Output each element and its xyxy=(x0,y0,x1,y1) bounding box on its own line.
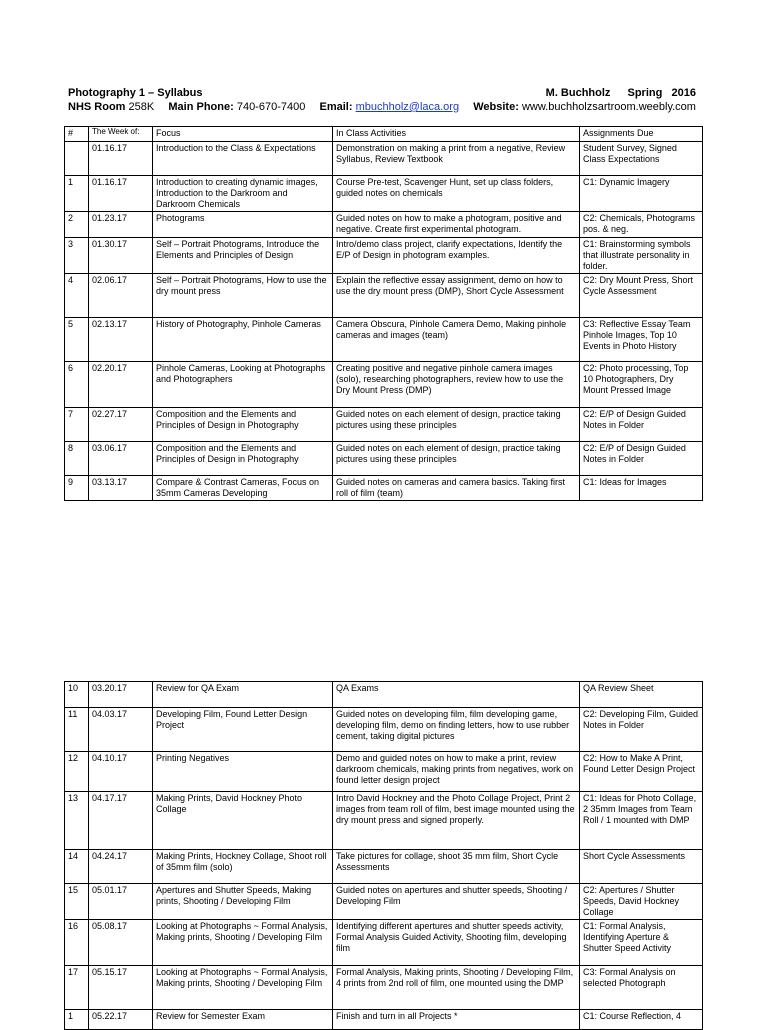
row-focus: Pinhole Cameras, Looking at Photographs and Photographers xyxy=(153,362,333,408)
row-focus: Developing Film, Found Letter Design Project xyxy=(153,708,333,752)
row-week: 04.17.17 xyxy=(89,792,153,850)
row-activities: Explain the reflective essay assignment, demo on how to use the dry mount press (DMP), Short Cycle Assessment xyxy=(333,274,580,318)
table-row xyxy=(65,212,703,238)
syllabus-table-2-body xyxy=(65,682,703,1030)
row-focus: Composition and the Elements and Principles of Design in Photography xyxy=(153,408,333,442)
row-focus: Looking at Photographs ~ Formal Analysis, Making prints, Shooting / Developing Film xyxy=(153,920,333,966)
table-row xyxy=(65,442,703,476)
row-week: 03.20.17 xyxy=(89,682,153,708)
row-assignments: C1: Course Reflection, 4 xyxy=(580,1010,703,1030)
row-number: 16 xyxy=(65,920,89,966)
syllabus-table-1 xyxy=(64,126,703,501)
row-activities: Guided notes on how to make a photogram, positive and negative. Create first experimental photogram. xyxy=(333,212,580,238)
row-number: 7 xyxy=(65,408,89,442)
row-focus: Making Prints, David Hockney Photo Collage xyxy=(153,792,333,850)
row-focus: Introduction to the Class & Expectations xyxy=(153,142,333,176)
col-header-focus: Focus xyxy=(153,127,333,142)
term: Spring xyxy=(627,87,663,99)
row-number: 4 xyxy=(65,274,89,318)
row-assignments: C2: Dry Mount Press, Short Cycle Assessment xyxy=(580,274,703,318)
row-assignments: C3: Reflective Essay Team Pinhole Images, Top 10 Events in Photo History xyxy=(580,318,703,362)
col-header-num: # xyxy=(65,127,89,142)
row-week: 05.15.17 xyxy=(89,966,153,1010)
row-number: 9 xyxy=(65,476,89,501)
row-number: 17 xyxy=(65,966,89,1010)
row-assignments: C1: Dynamic Imagery xyxy=(580,176,703,212)
row-assignments: C2: Photo processing, Top 10 Photographers, Dry Mount Pressed Image xyxy=(580,362,703,408)
row-assignments: QA Review Sheet xyxy=(580,682,703,708)
header-title-row xyxy=(68,86,696,100)
row-focus: Introduction to creating dynamic images, Introduction to the Darkroom and Darkroom Chemicals xyxy=(153,176,333,212)
row-activities: Guided notes on apertures and shutter speeds, Shooting / Developing Film xyxy=(333,884,580,920)
row-activities: Camera Obscura, Pinhole Camera Demo, Making pinhole cameras and images (team) xyxy=(333,318,580,362)
row-week: 02.20.17 xyxy=(89,362,153,408)
row-assignments: C1: Ideas for Photo Collage, 2 35mm Images from Team Roll / 1 mounted with DMP xyxy=(580,792,703,850)
row-activities: Formal Analysis, Making prints, Shooting / Developing Film, 4 prints from 2nd roll of film, one mounted using the DMP xyxy=(333,966,580,1010)
row-activities: Finish and turn in all Projects * xyxy=(333,1010,580,1030)
row-assignments: C2: E/P of Design Guided Notes in Folder xyxy=(580,408,703,442)
table-row xyxy=(65,318,703,362)
row-week: 03.13.17 xyxy=(89,476,153,501)
row-activities: QA Exams xyxy=(333,682,580,708)
row-assignments: C2: How to Make A Print, Found Letter Design Project xyxy=(580,752,703,792)
row-focus: Making Prints, Hockney Collage, Shoot roll of 35mm film (solo) xyxy=(153,850,333,884)
row-week: 01.16.17 xyxy=(89,176,153,212)
row-focus: Compare & Contrast Cameras, Focus on 35mm Cameras Developing xyxy=(153,476,333,501)
row-number: 1 xyxy=(65,1010,89,1030)
row-activities: Demo and guided notes on how to make a print, review darkroom chemicals, making prints from negatives, work on found letter design project xyxy=(333,752,580,792)
row-assignments: Student Survey, Signed Class Expectations xyxy=(580,142,703,176)
syllabus-table-1-body xyxy=(65,127,703,501)
table-row xyxy=(65,142,703,176)
year: 2016 xyxy=(671,87,696,99)
row-week: 01.23.17 xyxy=(89,212,153,238)
row-focus: Self – Portrait Photograms, Introduce the Elements and Principles of Design xyxy=(153,238,333,274)
row-focus: Self – Portrait Photograms, How to use the dry mount press xyxy=(153,274,333,318)
row-activities: Identifying different apertures and shutter speeds activity, Formal Analysis Guided Activity, Shooting film, developing film xyxy=(333,920,580,966)
row-week: 02.13.17 xyxy=(89,318,153,362)
row-week: 03.06.17 xyxy=(89,442,153,476)
row-week: 01.16.17 xyxy=(89,142,153,176)
row-week: 05.08.17 xyxy=(89,920,153,966)
table-row xyxy=(65,1010,703,1030)
row-week: 04.03.17 xyxy=(89,708,153,752)
row-activities: Guided notes on each element of design, practice taking pictures using these principles xyxy=(333,408,580,442)
row-assignments: C2: Chemicals, Photograms pos. & neg. xyxy=(580,212,703,238)
row-number: 5 xyxy=(65,318,89,362)
row-number: 14 xyxy=(65,850,89,884)
phone-label: Main Phone: xyxy=(168,101,234,113)
row-week: 02.06.17 xyxy=(89,274,153,318)
row-activities: Intro/demo class project, clarify expectations, Identify the E/P of Design in photogram examples. xyxy=(333,238,580,274)
table-row xyxy=(65,408,703,442)
room-value: 258K xyxy=(128,101,155,113)
row-activities: Take pictures for collage, shoot 35 mm film, Short Cycle Assessments xyxy=(333,850,580,884)
row-week: 01.30.17 xyxy=(89,238,153,274)
row-number: 12 xyxy=(65,752,89,792)
row-activities: Guided notes on each element of design, practice taking pictures using these principles xyxy=(333,442,580,476)
syllabus-table-2 xyxy=(64,681,703,1030)
table-row xyxy=(65,176,703,212)
row-activities: Guided notes on cameras and camera basics. Taking first roll of film (team) xyxy=(333,476,580,501)
table-row xyxy=(65,850,703,884)
col-header-assignments: Assignments Due xyxy=(580,127,703,142)
syllabus-title: Photography 1 – Syllabus xyxy=(68,87,203,99)
email-label: Email: xyxy=(319,101,353,113)
row-week: 05.01.17 xyxy=(89,884,153,920)
teacher-name: M. Buchholz xyxy=(545,87,611,99)
row-activities: Guided notes on developing film, film developing game, developing film, demo on finding letters, how to use rubber cement, taking digital pictures xyxy=(333,708,580,752)
row-number: 13 xyxy=(65,792,89,850)
row-activities: Course Pre-test, Scavenger Hunt, set up class folders, guided notes on chemicals xyxy=(333,176,580,212)
row-activities: Intro David Hockney and the Photo Collage Project, Print 2 images from team roll of film, best image mounted using the dry mount press and signed properly. xyxy=(333,792,580,850)
row-activities: Creating positive and negative pinhole camera images (solo), researching photographers, review how to use the Dry Mount Press (DMP) xyxy=(333,362,580,408)
row-number: 6 xyxy=(65,362,89,408)
row-focus: Apertures and Shutter Speeds, Making prints, Shooting / Developing Film xyxy=(153,884,333,920)
row-activities: Demonstration on making a print from a negative, Review Syllabus, Review Textbook xyxy=(333,142,580,176)
header-contact-row xyxy=(68,100,696,114)
row-assignments: C1: Brainstorming symbols that illustrate personality in folder. xyxy=(580,238,703,274)
table-header-row xyxy=(65,127,703,142)
row-assignments: C2: Apertures / Shutter Speeds, David Hockney Collage xyxy=(580,884,703,920)
room-label: NHS Room xyxy=(68,101,126,113)
table-row xyxy=(65,966,703,1010)
row-week: 04.10.17 xyxy=(89,752,153,792)
row-focus: Looking at Photographs ~ Formal Analysis, Making prints, Shooting / Developing Film xyxy=(153,966,333,1010)
row-week: 05.22.17 xyxy=(89,1010,153,1030)
email-link[interactable]: mbuchholz@laca.org xyxy=(355,101,460,113)
row-assignments: C1: Formal Analysis, Identifying Aperture & Shutter Speed Activity xyxy=(580,920,703,966)
website-value: www.buchholzsartroom.weebly.com xyxy=(521,101,696,113)
row-assignments: C3: Formal Analysis on selected Photograph xyxy=(580,966,703,1010)
row-assignments: C2: Developing Film, Guided Notes in Folder xyxy=(580,708,703,752)
row-focus: History of Photography, Pinhole Cameras xyxy=(153,318,333,362)
table-row xyxy=(65,682,703,708)
row-focus: Review for Semester Exam xyxy=(153,1010,333,1030)
row-number: 2 xyxy=(65,212,89,238)
table-row xyxy=(65,792,703,850)
row-focus: Review for QA Exam xyxy=(153,682,333,708)
row-number: 10 xyxy=(65,682,89,708)
table-row xyxy=(65,274,703,318)
table-row xyxy=(65,884,703,920)
row-number: 1 xyxy=(65,176,89,212)
table-row xyxy=(65,476,703,501)
row-assignments: Short Cycle Assessments xyxy=(580,850,703,884)
syllabus-header xyxy=(68,86,696,114)
row-focus: Photograms xyxy=(153,212,333,238)
row-focus: Printing Negatives xyxy=(153,752,333,792)
row-number xyxy=(65,142,89,176)
row-assignments: C2: E/P of Design Guided Notes in Folder xyxy=(580,442,703,476)
table-row xyxy=(65,362,703,408)
row-number: 15 xyxy=(65,884,89,920)
row-week: 04.24.17 xyxy=(89,850,153,884)
table-row xyxy=(65,752,703,792)
row-number: 3 xyxy=(65,238,89,274)
row-number: 11 xyxy=(65,708,89,752)
phone-value: 740-670-7400 xyxy=(236,101,306,113)
table-row xyxy=(65,708,703,752)
row-assignments: C1: Ideas for Images xyxy=(580,476,703,501)
col-header-week: The Week of: xyxy=(89,127,153,142)
website-label: Website: xyxy=(473,101,519,113)
row-focus: Composition and the Elements and Principles of Design in Photography xyxy=(153,442,333,476)
table-row xyxy=(65,920,703,966)
table-row xyxy=(65,238,703,274)
row-week: 02.27.17 xyxy=(89,408,153,442)
col-header-activities: In Class Activities xyxy=(333,127,580,142)
row-number: 8 xyxy=(65,442,89,476)
